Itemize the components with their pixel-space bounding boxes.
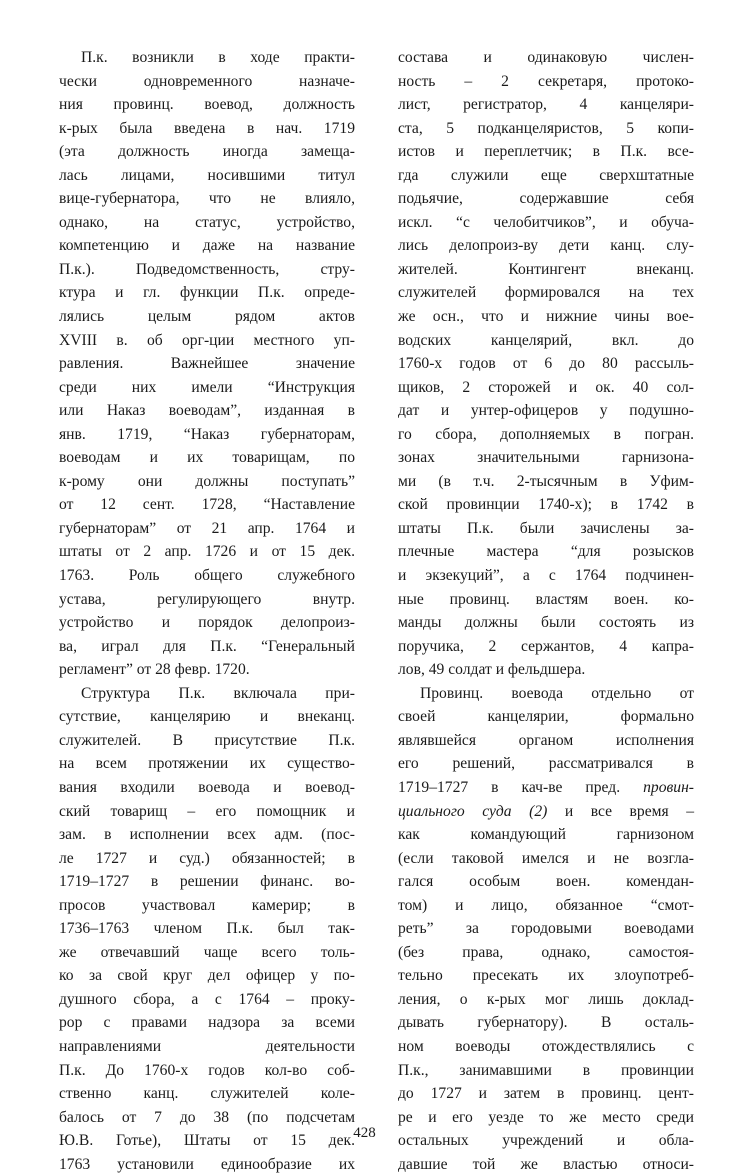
text-line: устройство и порядок делопроиз- bbox=[59, 614, 355, 632]
text-line: (эта должность иногда замеща- bbox=[59, 143, 355, 161]
text-line: 1736–1763 членом П.к. был так- bbox=[59, 920, 355, 938]
text-line: регламент” от 28 февр. 1720. bbox=[59, 661, 250, 679]
text-line: штаты от 2 апр. 1726 и от 15 дек. bbox=[59, 543, 355, 561]
text-line: ко за свой круг дел офицер у по- bbox=[59, 967, 355, 985]
text-line: к-рому они должны поступать” bbox=[59, 472, 355, 490]
text-line: же осн., что и нижние чины вое- bbox=[398, 308, 694, 326]
text-line: балось от 7 до 38 (по подсчетам bbox=[59, 1108, 355, 1126]
text-line: ственно канц. служителей коле- bbox=[59, 1085, 355, 1103]
text-line: тельно пресекать их злоупотреб- bbox=[398, 967, 694, 985]
text-line: плечные мастера “для розысков bbox=[398, 543, 694, 561]
text-line: том) и лицо, обязанное “смот- bbox=[398, 896, 694, 914]
text-line: штаты П.к. были зачислены за- bbox=[398, 519, 694, 537]
text-line: 1760-х годов от 6 до 80 рассыль- bbox=[398, 355, 694, 373]
text-line: (если таковой имелся и не возгла- bbox=[398, 849, 694, 867]
text-line: Провинц. воевода отдельно от bbox=[420, 684, 694, 702]
text-line: ми (в т.ч. 2-тысячным в Уфим- bbox=[398, 472, 694, 490]
text-line: ской провинции 1740-х); в 1742 в bbox=[398, 496, 694, 514]
text-line: зам. в исполнении всех адм. (пос- bbox=[59, 826, 355, 844]
text-line: ном воеводы отождествлялись с bbox=[398, 1037, 694, 1055]
text-line: ва, играл для П.к. “Генеральный bbox=[59, 637, 355, 655]
text-line: вице-губернатора, что не влияло, bbox=[59, 190, 355, 208]
text-line: манды должны были состоять из bbox=[398, 614, 694, 632]
text-line: зонах значительными гарнизона- bbox=[398, 449, 694, 467]
text-line: истов и переплетчик; в П.к. все- bbox=[398, 143, 694, 161]
text-line: остальных учреждений и обла- bbox=[398, 1132, 694, 1150]
text-line: лов, 49 солдат и фельдшера. bbox=[398, 661, 586, 679]
text-line: до 1727 и затем в провинц. цент- bbox=[398, 1085, 694, 1103]
text-line: дат и унтер-офицеров у подушно- bbox=[398, 402, 694, 420]
text-line: служителей. В присутствие П.к. bbox=[59, 731, 355, 749]
text-column-right bbox=[398, 46, 694, 1176]
page-number: 428 bbox=[353, 1125, 376, 1141]
text-line: 1763 установили единообразие их bbox=[59, 1155, 355, 1173]
text-line: ность – 2 секретаря, протоко- bbox=[398, 72, 694, 90]
text-line: лись делопроиз-ву дети канц. слу- bbox=[398, 237, 694, 255]
text-line: го сбора, дополняемых в погран. bbox=[398, 425, 694, 443]
text-line: устава, регулирующего внутр. bbox=[59, 590, 355, 608]
text-line: давшие той же властью относи- bbox=[398, 1155, 694, 1173]
text-line: 1763. Роль общего служебного bbox=[59, 567, 355, 585]
text-line: компетенцию и даже на название bbox=[59, 237, 355, 255]
text-line: циального суда (2) и все время – bbox=[398, 802, 694, 820]
text-line: направлениями деятельности bbox=[59, 1037, 355, 1055]
text-line: водских канцелярий, вкл. до bbox=[398, 331, 694, 349]
text-line: от 12 сент. 1728, “Наставление bbox=[59, 496, 355, 514]
text-line: подьячие, содержавшие себя bbox=[398, 190, 694, 208]
text-line: ле 1727 и суд.) обязанностей; в bbox=[59, 849, 355, 867]
text-line: жителей. Контингент внеканц. bbox=[398, 260, 694, 278]
text-line: П.к. возникли в ходе практи- bbox=[81, 49, 355, 66]
text-line: же отвечавший чаще всего толь- bbox=[59, 943, 355, 961]
text-line: гда служили еще сверхштатные bbox=[398, 166, 694, 184]
text-line: искл. “с челобитчиков”, и обуча- bbox=[398, 213, 694, 231]
text-line: и экзекуций”, а с 1764 подчинен- bbox=[398, 567, 694, 585]
text-line: П.к., занимавшими в провинции bbox=[398, 1061, 694, 1079]
text-line: или Наказ воеводам”, изданная в bbox=[59, 402, 355, 420]
text-line: янв. 1719, “Наказ губернаторам, bbox=[59, 425, 355, 443]
text-line: чески одновременного назначе- bbox=[59, 72, 355, 90]
text-line: ский товарищ – его помощник и bbox=[59, 802, 355, 820]
text-line: 1719–1727 в решении финанс. во- bbox=[59, 873, 355, 891]
text-column-left bbox=[59, 46, 355, 1176]
text-line: реть” за городовыми воеводами bbox=[398, 920, 694, 938]
text-line: дывать губернатору). В осталь- bbox=[398, 1014, 694, 1032]
text-line: XVIII в. об орг-ции местного уп- bbox=[59, 331, 355, 349]
text-line: его решений, рассматривался в bbox=[398, 755, 694, 773]
text-line: ления, о к-рых мог лишь доклад- bbox=[398, 990, 694, 1008]
text-line: равления. Важнейшее значение bbox=[59, 355, 355, 373]
text-line: на всем протяжении их существо- bbox=[59, 755, 355, 773]
text-line: П.к.). Подведомственность, стру- bbox=[59, 260, 355, 278]
text-line: своей канцелярии, формально bbox=[398, 708, 694, 726]
text-line: лялись целым рядом актов bbox=[59, 308, 355, 326]
text-line: 1719–1727 в кач-ве пред. провин- bbox=[398, 778, 694, 796]
text-line: губернаторам” от 21 апр. 1764 и bbox=[59, 519, 355, 537]
text-line: воеводам и их товарищам, по bbox=[59, 449, 355, 467]
text-line: ктура и гл. функции П.к. опреде- bbox=[59, 284, 355, 302]
text-line: среди них имели “Инструкция bbox=[59, 378, 355, 396]
text-line: лась лицами, носившими титул bbox=[59, 166, 355, 184]
text-line: служителей формировался на тех bbox=[398, 284, 694, 302]
text-line: просов участвовал камерир; в bbox=[59, 896, 355, 914]
text-line: ные провинц. властям воен. ко- bbox=[398, 590, 694, 608]
text-line: лист, регистратор, 4 канцеляри- bbox=[398, 96, 694, 114]
text-line: щиков, 2 сторожей и ок. 40 сол- bbox=[398, 378, 694, 396]
text-line: сутствие, канцелярию и внеканц. bbox=[59, 708, 355, 726]
text-line: Структура П.к. включала при- bbox=[81, 684, 355, 702]
text-line: (без права, однако, самостоя- bbox=[398, 943, 694, 961]
text-line: гался особым воен. комендан- bbox=[398, 873, 694, 891]
text-line: рор с правами надзора за всеми bbox=[59, 1014, 355, 1032]
text-line: ре и его уезде то же место среди bbox=[398, 1108, 694, 1126]
text-line: душного сбора, а с 1764 – проку- bbox=[59, 990, 355, 1008]
text-line: П.к. До 1760-х годов кол-во соб- bbox=[59, 1061, 355, 1079]
text-line: как командующий гарнизоном bbox=[398, 826, 694, 844]
text-line: однако, на статус, устройство, bbox=[59, 213, 355, 231]
text-line: являвшейся органом исполнения bbox=[398, 731, 694, 749]
text-line: вания входили воевода и воевод- bbox=[59, 778, 355, 796]
text-line: Ю.В. Готье), Штаты от 15 дек. bbox=[59, 1132, 355, 1150]
text-line: к-рых была введена в нач. 1719 bbox=[59, 119, 355, 137]
text-line: состава и одинаковую числен- bbox=[398, 49, 694, 66]
text-line: ния провинц. воевод, должность bbox=[59, 96, 355, 114]
text-line: ста, 5 подканцеляристов, 5 копи- bbox=[398, 119, 694, 137]
text-line: поручика, 2 сержантов, 4 капра- bbox=[398, 637, 694, 655]
